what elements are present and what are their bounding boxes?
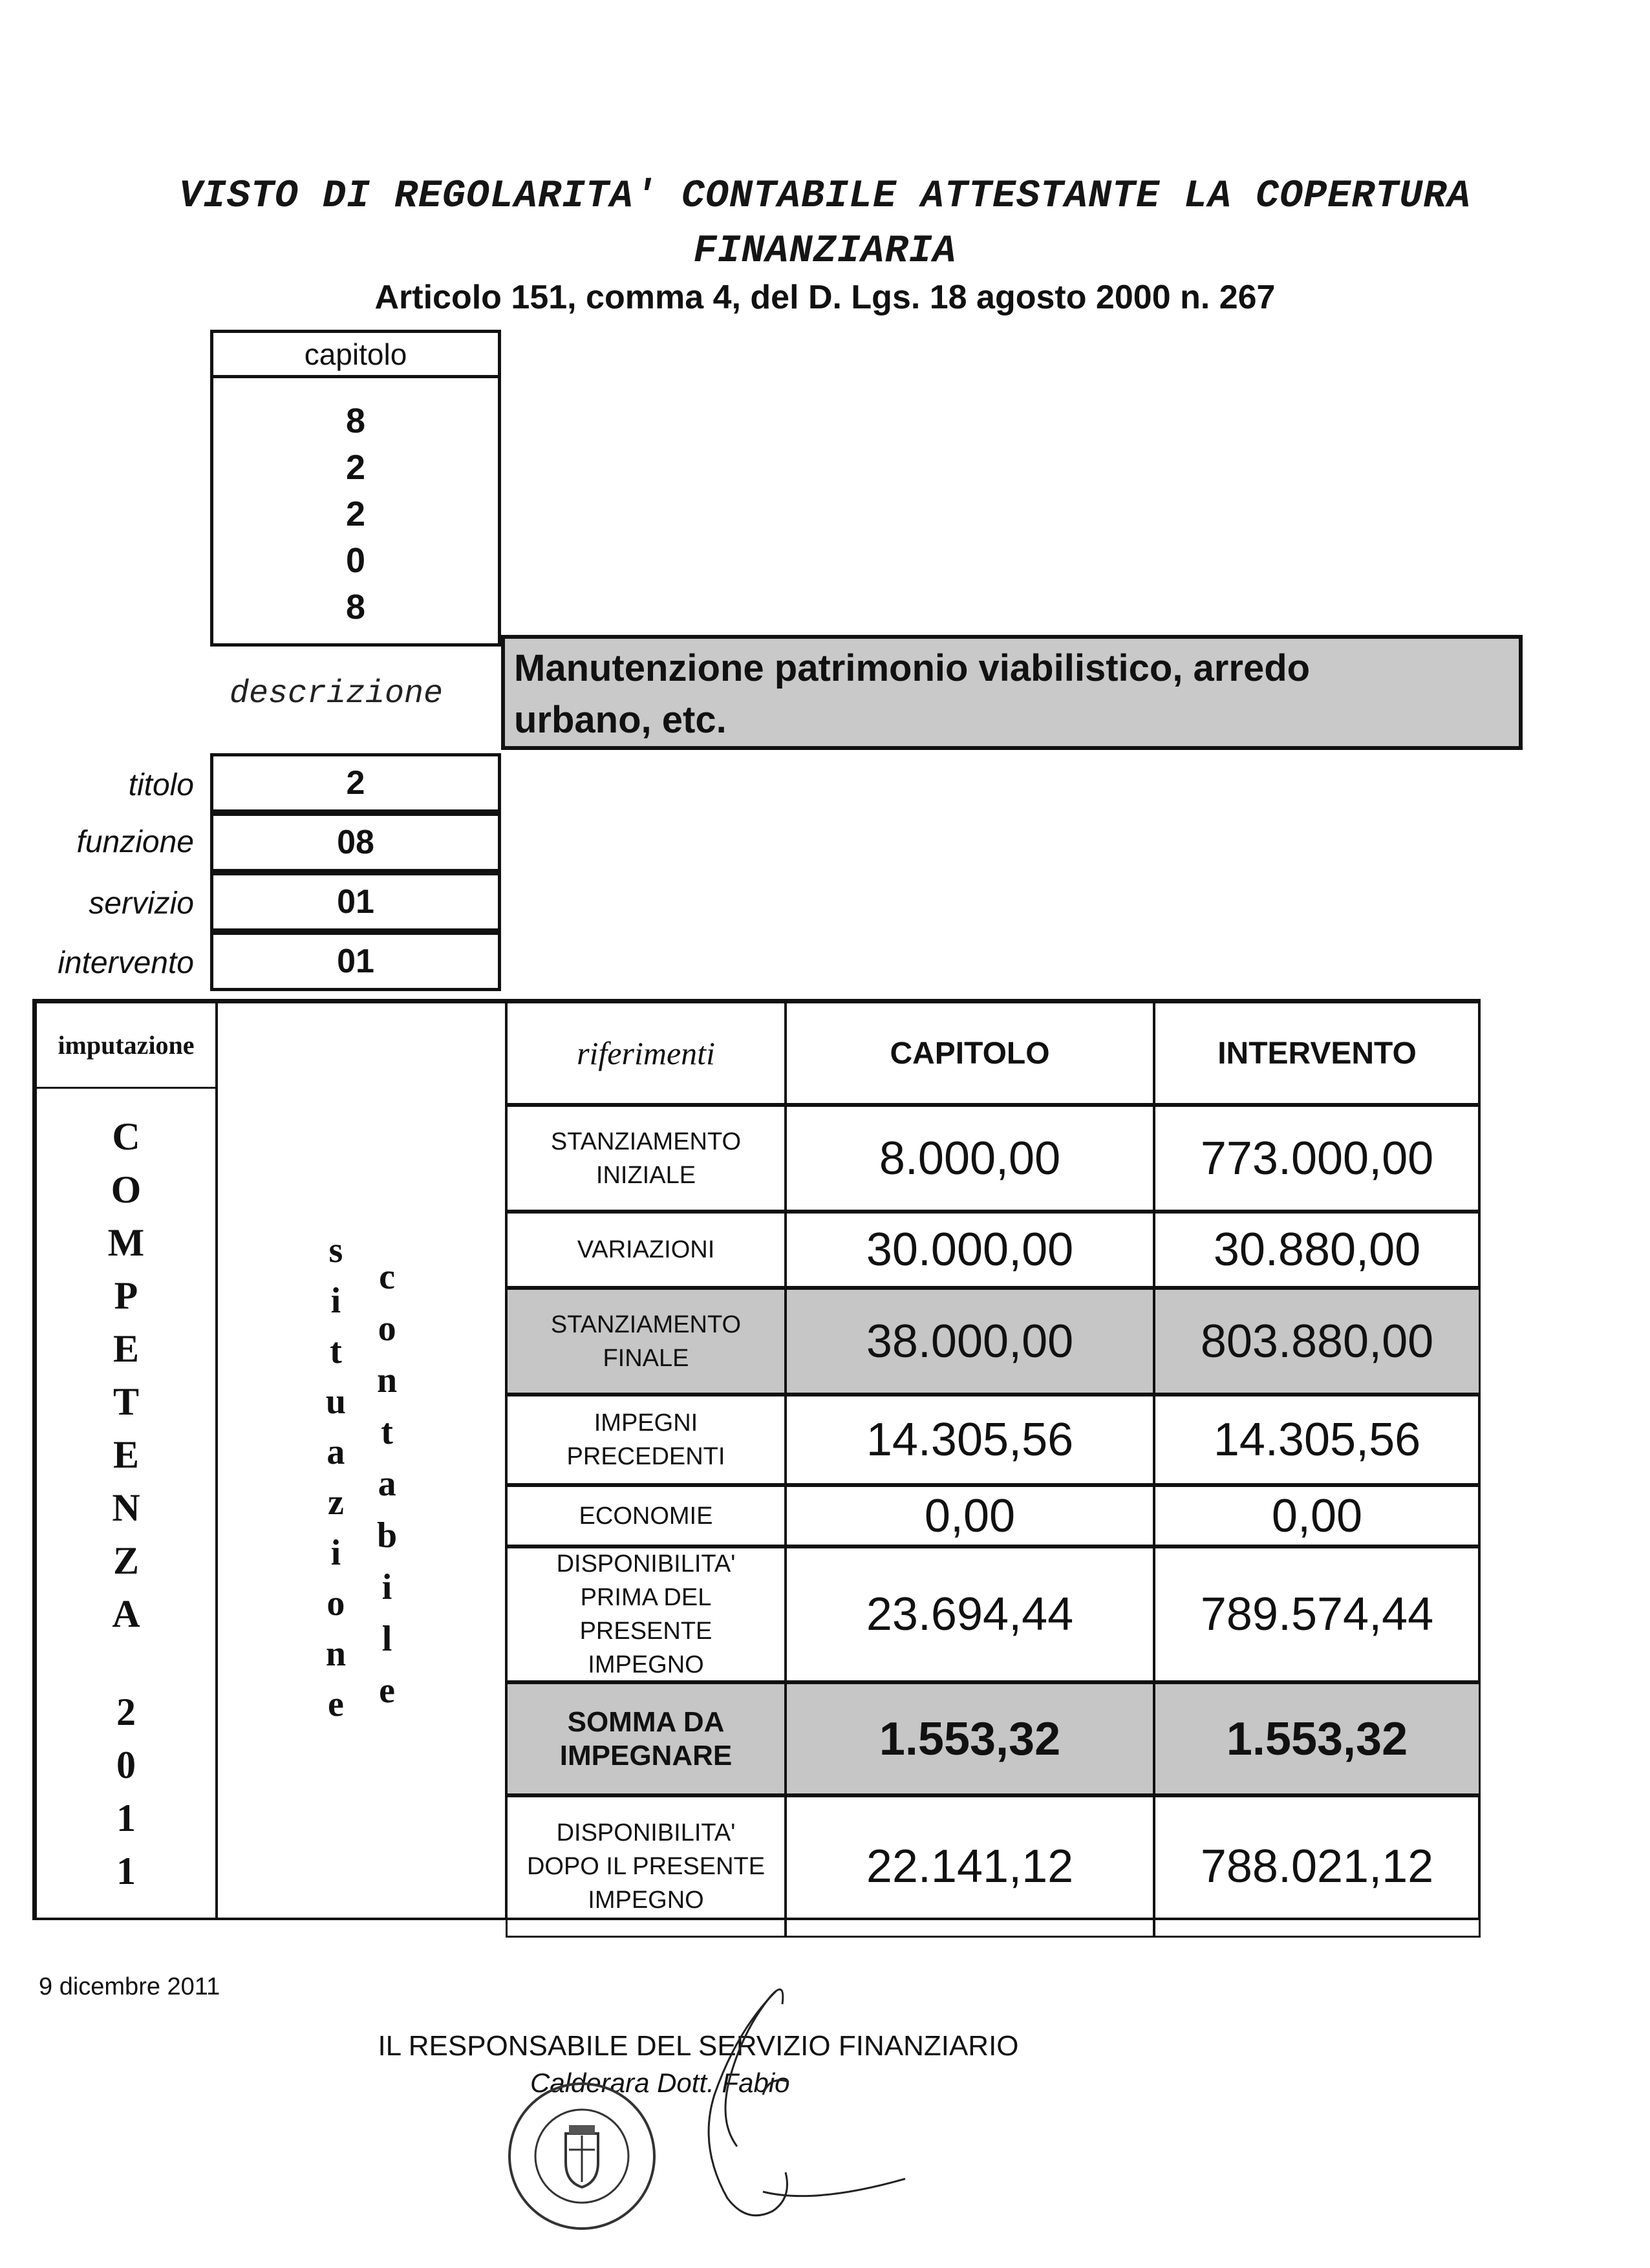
vertical-letter: n xyxy=(325,1633,346,1674)
capitolo-digits xyxy=(213,398,498,630)
vertical-letter: i xyxy=(330,1280,341,1321)
vertical-letter: N xyxy=(112,1486,140,1529)
row-label: DISPONIBILITA' PRIMA DEL PRESENTE IMPEGNO xyxy=(506,1546,786,1682)
vertical-letter: A xyxy=(112,1592,140,1635)
row-intervento-value: 14.305,56 xyxy=(1153,1395,1481,1485)
vertical-letter: Z xyxy=(112,1539,139,1582)
situazione-contabile-column xyxy=(216,1001,507,1920)
vertical-letter: P xyxy=(114,1274,138,1317)
financial-table xyxy=(32,999,1481,1920)
descrizione-label: descrizione xyxy=(230,676,444,712)
funzione-label: funzione xyxy=(76,825,194,859)
capitolo-label: capitolo xyxy=(210,330,501,378)
vertical-letter: l xyxy=(381,1618,392,1659)
row-capitolo-value: 0,00 xyxy=(785,1485,1155,1546)
descrizione-box xyxy=(501,635,1523,750)
situazione-vertical-text xyxy=(326,1225,346,1729)
responsabile-title: IL RESPONSABILE DEL SERVIZIO FINANZIARIO xyxy=(378,2030,1019,2062)
vertical-letter: 2 xyxy=(116,1690,136,1733)
vertical-letter: e xyxy=(379,1670,395,1711)
row-intervento-value: 1.553,32 xyxy=(1153,1682,1481,1795)
vertical-letter: 1 xyxy=(116,1796,136,1839)
capitolo-digit: 0 xyxy=(345,541,366,580)
vertical-letter: s xyxy=(328,1230,343,1270)
vertical-letter: o xyxy=(378,1308,396,1349)
competenza-column xyxy=(35,1087,217,1920)
descrizione-line1: Manutenzione patrimonio viabilistico, arredo xyxy=(514,647,1311,689)
document-date: 9 dicembre 2011 xyxy=(39,1973,220,2000)
row-label: ECONOMIE xyxy=(506,1485,786,1546)
vertical-letter: n xyxy=(377,1360,398,1400)
intervento-value: 01 xyxy=(210,932,501,991)
capitolo-number-box xyxy=(210,375,501,647)
row-capitolo-value: 38.000,00 xyxy=(785,1288,1155,1395)
capitolo-digit: 2 xyxy=(345,495,366,533)
document-subtitle: Articolo 151, comma 4, del D. Lgs. 18 agosto 2000 n. 267 xyxy=(374,279,1276,316)
capitolo-header: CAPITOLO xyxy=(785,1001,1155,1105)
row-capitolo-value: 23.694,44 xyxy=(785,1546,1155,1682)
vertical-letter: E xyxy=(112,1327,139,1370)
contabile-vertical-text xyxy=(377,1251,397,1717)
row-label: IMPEGNI PRECEDENTI xyxy=(506,1395,786,1485)
row-intervento-value: 773.000,00 xyxy=(1153,1105,1481,1212)
row-intervento-value: 803.880,00 xyxy=(1153,1288,1481,1395)
descrizione-line2: urbano, etc. xyxy=(514,699,727,741)
row-intervento-value: 788.021,12 xyxy=(1153,1795,1481,1938)
capitolo-digit: 2 xyxy=(345,448,366,487)
vertical-letter: b xyxy=(377,1515,398,1556)
vertical-letter: C xyxy=(112,1115,140,1158)
row-capitolo-value: 8.000,00 xyxy=(785,1105,1155,1212)
intervento-label: intervento xyxy=(58,946,194,980)
vertical-letter: M xyxy=(107,1221,145,1264)
vertical-letter: a xyxy=(327,1431,345,1472)
vertical-letter: e xyxy=(327,1684,344,1724)
vertical-letter: a xyxy=(378,1463,396,1504)
vertical-letter: o xyxy=(327,1583,345,1623)
competenza-vertical-text xyxy=(108,1110,145,1898)
row-label: STANZIAMENTO FINALE xyxy=(506,1288,786,1395)
vertical-letter: i xyxy=(381,1567,392,1607)
row-label: STANZIAMENTO INIZIALE xyxy=(506,1105,786,1212)
stamp-seal-icon xyxy=(504,2079,659,2234)
row-capitolo-value: 1.553,32 xyxy=(785,1682,1155,1795)
servizio-label: servizio xyxy=(89,886,194,921)
row-intervento-value: 789.574,44 xyxy=(1153,1546,1481,1682)
row-intervento-value: 30.880,00 xyxy=(1153,1212,1481,1288)
vertical-letter: u xyxy=(325,1381,346,1422)
municipal-stamp xyxy=(504,2079,659,2234)
vertical-letter: t xyxy=(381,1411,393,1452)
intervento-header: INTERVENTO xyxy=(1153,1001,1481,1105)
vertical-letter: 0 xyxy=(116,1743,136,1786)
vertical-letter: 1 xyxy=(116,1849,136,1892)
handwritten-signature-icon xyxy=(666,1978,925,2250)
capitolo-digit: 8 xyxy=(345,588,366,626)
vertical-letter: E xyxy=(112,1433,139,1476)
row-capitolo-value: 30.000,00 xyxy=(785,1212,1155,1288)
row-label: DISPONIBILITA' DOPO IL PRESENTE IMPEGNO xyxy=(506,1795,786,1938)
vertical-letter: c xyxy=(379,1256,395,1297)
titolo-label: titolo xyxy=(128,768,194,802)
vertical-letter: t xyxy=(330,1331,342,1371)
titolo-value: 2 xyxy=(210,753,501,813)
vertical-letter: T xyxy=(112,1380,139,1423)
row-capitolo-value: 14.305,56 xyxy=(785,1395,1155,1485)
servizio-value: 01 xyxy=(210,872,501,932)
row-intervento-value: 0,00 xyxy=(1153,1485,1481,1546)
funzione-value: 08 xyxy=(210,813,501,872)
responsabile-name: Calderara Dott. Fabio xyxy=(530,2068,790,2098)
vertical-letter: O xyxy=(111,1168,142,1211)
riferimenti-header: riferimenti xyxy=(506,1001,786,1105)
row-label: SOMMA DA IMPEGNARE xyxy=(506,1682,786,1795)
document-title-line2: FINANZIARIA xyxy=(693,230,957,273)
row-capitolo-value: 22.141,12 xyxy=(785,1795,1155,1938)
signature xyxy=(666,1978,925,2250)
vertical-letter: z xyxy=(327,1482,344,1523)
imputazione-header: imputazione xyxy=(35,1001,217,1089)
vertical-letter: i xyxy=(330,1532,341,1573)
capitolo-digit: 8 xyxy=(345,401,366,440)
document-title-line1: VISTO DI REGOLARITA' CONTABILE ATTESTANTE LA COPERTURA xyxy=(178,175,1472,219)
row-label: VARIAZIONI xyxy=(506,1212,786,1288)
